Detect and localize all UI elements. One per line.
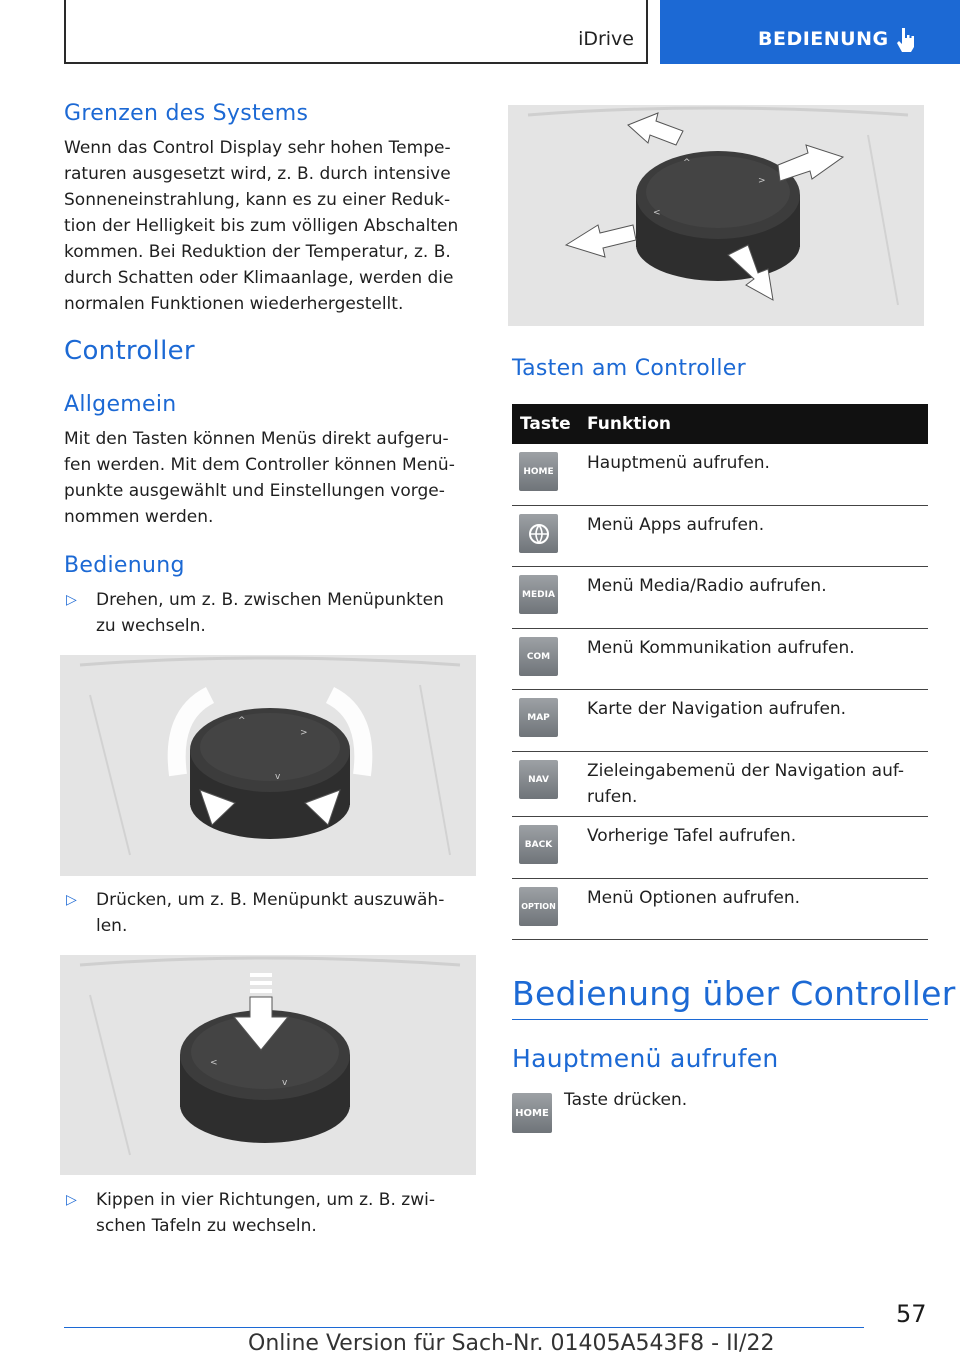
table-cell-text: Menü Media/Radio aufrufen. [587, 576, 827, 596]
table-header-row [512, 404, 928, 444]
heading-underline [512, 1019, 928, 1020]
heading-controller: Controller [64, 336, 195, 366]
globe-icon [519, 514, 558, 553]
bullet-marker: ▷ [66, 1192, 77, 1208]
controller-press-image [60, 955, 476, 1175]
table-cell-text: Menü Kommunikation aufrufen. [587, 638, 855, 658]
text-line: fen werden. Mit dem Controller können Menü- [64, 455, 455, 475]
table-cell-text: Karte der Navigation aufrufen. [587, 699, 847, 719]
home-key-icon: HOME [512, 1093, 552, 1133]
bullet-rotate [64, 587, 444, 639]
text-line: durch Schatten oder Klimaanlage, werden die [64, 268, 454, 288]
svg-text:<: < [210, 1058, 218, 1068]
text-line: len. [96, 916, 128, 936]
text-line: Mit den Tasten können Menüs direkt aufgeru- [64, 429, 449, 449]
svg-text:^: ^ [238, 716, 246, 726]
heading-operation: Bedienung [64, 553, 185, 578]
text-line: kommen. Bei Reduktion der Temperatur, z. B. [64, 242, 451, 262]
heading-open-main-menu: Hauptmenü aufrufen [512, 1044, 779, 1073]
controller-tilt-image [508, 105, 924, 326]
text-line: punkte ausgewählt und Einstellungen vorge- [64, 481, 445, 501]
bullet-marker: ▷ [66, 592, 77, 608]
table-cell-text: Zieleingabemenü der Navigation auf- [587, 761, 905, 781]
table-row [512, 690, 928, 752]
paragraph-general [64, 426, 484, 530]
table-header-function: Funktion [587, 414, 672, 434]
com-key-icon: COM [519, 637, 558, 676]
table-cell-text: Hauptmenü aufrufen. [587, 453, 770, 473]
table-row [512, 817, 928, 879]
text-line: raturen ausgesetzt wird, z. B. durch intensive [64, 164, 451, 184]
table-row [512, 567, 928, 629]
keys-table [512, 404, 928, 940]
media-key-icon: MEDIA [519, 575, 558, 614]
heading-operation-via-controller: Bedienung über Controller [512, 974, 956, 1013]
svg-text:v: v [275, 772, 281, 782]
text-line: Drücken, um z. B. Menüpunkt auszuwäh- [96, 890, 445, 910]
bullet-tilt [64, 1187, 435, 1239]
header-title-idrive: iDrive [578, 28, 634, 50]
paragraph-system-limits [64, 135, 484, 317]
controller-press-illustration [60, 955, 476, 1175]
home-key-icon: HOME [519, 452, 558, 491]
hand-pointer-icon [894, 26, 918, 54]
svg-text:>: > [758, 176, 766, 186]
text-line: Drehen, um z. B. zwischen Menüpunkten [96, 590, 444, 610]
map-key-icon: MAP [519, 698, 558, 737]
table-header-key: Taste [520, 414, 571, 434]
table-row [512, 879, 928, 940]
text-line: nommen werden. [64, 507, 214, 527]
svg-text:>: > [300, 728, 308, 738]
table-cell-text: Vorherige Tafel aufrufen. [587, 826, 797, 846]
text-line: Sonneneinstrahlung, kann es zu einer Reduk- [64, 190, 451, 210]
text-line: schen Tafeln zu wechseln. [96, 1216, 317, 1236]
controller-rotate-image [60, 655, 476, 876]
controller-tilt-illustration [508, 105, 924, 326]
controller-rotate-illustration [60, 655, 476, 876]
bullet-marker: ▷ [66, 892, 77, 908]
table-row [512, 444, 928, 506]
table-row [512, 506, 928, 567]
table-row [512, 629, 928, 690]
text-line: Wenn das Control Display sehr hohen Tempe- [64, 138, 451, 158]
header-chapter-title: BEDIENUNG [758, 28, 889, 50]
table-cell-text: Menü Apps aufrufen. [587, 515, 765, 535]
svg-text:<: < [653, 208, 661, 218]
table-cell-text: Menü Optionen aufrufen. [587, 888, 801, 908]
back-key-icon: BACK [519, 825, 558, 864]
text-line: normalen Funktionen wiederhergestellt. [64, 294, 404, 314]
text-line: tion der Helligkeit bis zum völligen Abschalten [64, 216, 459, 236]
svg-text:^: ^ [683, 158, 691, 168]
option-key-icon: OPTION [519, 887, 558, 926]
page-number: 57 [896, 1300, 927, 1328]
heading-general: Allgemein [64, 392, 177, 417]
text-line: Kippen in vier Richtungen, um z. B. zwi- [96, 1190, 435, 1210]
footer-divider [64, 1327, 864, 1328]
table-cell-text: rufen. [587, 787, 638, 807]
header-section-box [64, 0, 648, 64]
nav-key-icon: NAV [519, 760, 558, 799]
text-line: zu wechseln. [96, 616, 206, 636]
paragraph-press-key: Taste drücken. [564, 1090, 688, 1110]
footer-version-text: Online Version für Sach-Nr. 01405A543F8 - II/22 [248, 1331, 775, 1356]
heading-system-limits: Grenzen des Systems [64, 101, 309, 126]
svg-text:v: v [282, 1078, 288, 1088]
bullet-press [64, 887, 444, 939]
table-row [512, 752, 928, 817]
header-chapter-tab [660, 0, 960, 64]
heading-controller-keys: Tasten am Controller [512, 356, 746, 381]
